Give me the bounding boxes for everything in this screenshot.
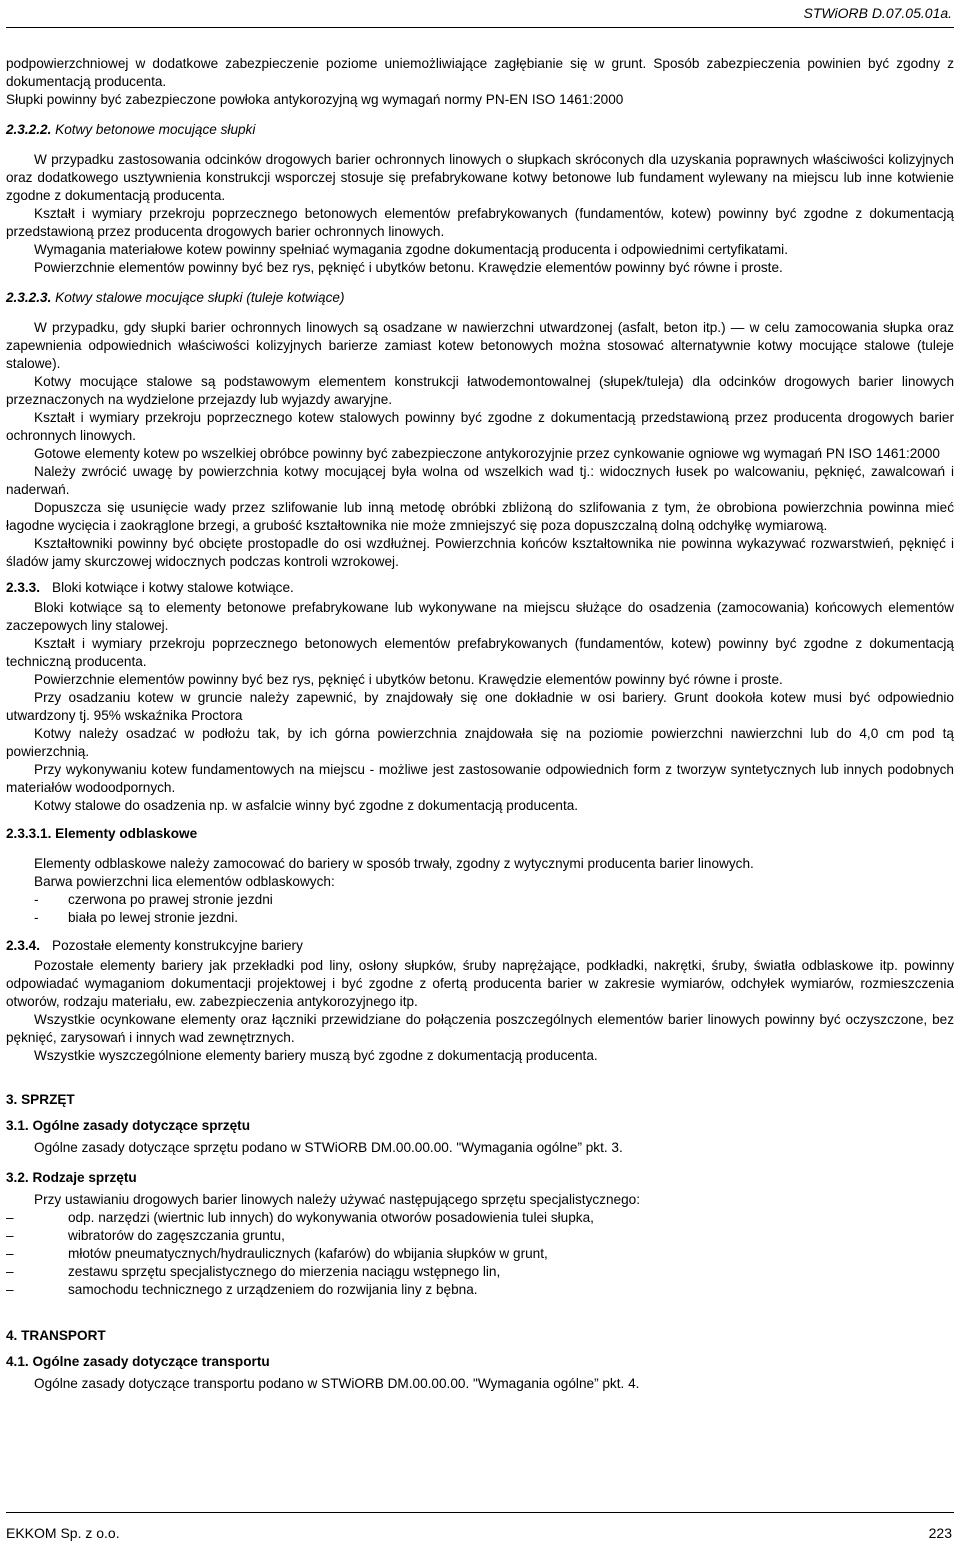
paragraph: Kotwy stalowe do osadzenia np. w asfalcie winny być zgodne z dokumentacją producenta.: [34, 798, 579, 813]
list-item: – samochodu technicznego z urządzeniem do rozwijania liny z bębna.: [6, 1281, 954, 1299]
footer-page-number: 223: [928, 1525, 952, 1541]
section-heading-3-1: 3.1. Ogólne zasady dotyczące sprzętu: [6, 1118, 251, 1133]
paragraph: Pozostałe elementy bariery jak przekładki pod liny, osłony słupków, śruby naprężające, podkładki, nakrętki, śruby, światła odblaskowe itp. powinny odpowiadać wymaganiom dokumentacji projektowej i być zgodne z ofertą producenta barier w zakresie wymiarów, odchyłek wymiarów, rozmieszczenia otworów, rodzaju materiału, ew. zabezpieczenia antykorozyjnego itp.: [6, 958, 954, 1009]
paragraph: W przypadku, gdy słupki barier ochronnych linowych są osadzane w nawierzchni utwardzonej (asfalt, beton itp.) — w celu zamocowania słupka oraz zapewnienia odpowiednich właściwości kolizyjnych barierze zamiast kotew betonowych można stosować alternatywnie kotwy mocujące stalowe (tuleje stalowe).: [6, 320, 954, 371]
section-heading-2-3-4: [6, 937, 954, 955]
paragraph: Powierzchnie elementów powinny być bez rys, pęknięć i ubytków betonu. Krawędzie elementów powinny być równe i proste.: [34, 260, 783, 275]
list-item: - czerwona po prawej stronie jezdni: [34, 891, 954, 909]
section-title: Bloki kotwiące i kotwy stalowe kotwiące.: [52, 580, 294, 595]
page-content: [6, 55, 954, 1393]
paragraph: Bloki kotwiące są to elementy betonowe prefabrykowane lub wykonywane na miejscu służące do osadzenia (zamocowania) końcowych elementów zaczepowych liny stalowej.: [6, 600, 954, 633]
list-item: – wibratorów do zagęszczania gruntu,: [6, 1227, 954, 1245]
paragraph: W przypadku zastosowania odcinków drogowych barier ochronnych linowych o słupkach skróconych dla uzyskania poprawnych właściwości kolizyjnych oraz dodatkowego usztywnienia konstrukcji wsporczej stosuje się prefabrykowane kotwy betonowe lub fundament wylewany na miejscu lub inne kotwienie zgodne z dokumentacją producenta.: [6, 152, 954, 203]
paragraph: Elementy odblaskowe należy zamocować do bariery w sposób trwały, zgodny z wytycznymi producenta barier linowych.: [34, 856, 754, 871]
paragraph: Dopuszcza się usunięcie wady przez szlifowanie lub inną metodę obróbki zbliżoną do szlifowania z tym, że obrobiona powierzchnia powinna mieć łagodne wycięcia i zaokrąglone brzegi, a grubość kształtownika nie może zmniejszyć się poza dopuszczalną dolną odchyłkę wymiarową.: [6, 500, 954, 533]
paragraph: Gotowe elementy kotew po wszelkiej obróbce powinny być zabezpieczone antykorozyjnie przez cynkowanie ogniowe wg wymagań PN ISO 1461:2000: [34, 446, 940, 461]
chapter-heading-transport: 4. TRANSPORT: [6, 1328, 106, 1343]
section-heading-2-3-2-2: [6, 121, 954, 139]
section-heading-3-2: 3.2. Rodzaje sprzętu: [6, 1170, 137, 1185]
section-heading-4-1: 4.1. Ogólne zasady dotyczące transportu: [6, 1354, 270, 1369]
equipment-list: [6, 1209, 954, 1299]
paragraph: Przy wykonywaniu kotew fundamentowych na miejscu - możliwe jest zastosowanie odpowiednich form z tworzyw syntetycznych lub innych podobnych materiałów wodoodpornych.: [6, 762, 954, 795]
section-heading-2-3-2-3: [6, 289, 954, 307]
paragraph: Przy ustawianiu drogowych barier linowych należy używać następującego sprzętu specjalistycznego:: [34, 1192, 640, 1207]
reflector-color-list: [6, 891, 954, 927]
footer-company: EKKOM Sp. z o.o.: [6, 1525, 120, 1541]
list-item: – zestawu sprzętu specjalistycznego do mierzenia naciągu wstępnego lin,: [6, 1263, 954, 1281]
paragraph: Kotwy mocujące stalowe są podstawowym elementem konstrukcji łatwodemontowalnej (słupek/tuleja) dla odcinków drogowych barier linowych przeznaczonych na wydzielone przejazdy lub wyjazdy awaryjne.: [6, 374, 954, 407]
section-heading-2-3-3: [6, 579, 954, 597]
footer-divider: [6, 1512, 954, 1513]
paragraph: Barwa powierzchni lica elementów odblaskowych:: [34, 874, 335, 889]
paragraph: Kotwy należy osadzać w podłożu tak, by ich górna powierzchnia znajdowała się na poziomie powierzchni nawierzchni lub do 4,0 cm pod tą powierzchnią.: [6, 726, 954, 759]
paragraph: Ogólne zasady dotyczące transportu podano w STWiORB DM.00.00.00. "Wymagania ogólne” pkt. 4.: [34, 1376, 640, 1391]
section-title: Kotwy stalowe mocujące słupki (tuleje kotwiące): [55, 290, 345, 305]
paragraph: Kształt i wymiary przekroju poprzecznego betonowych elementów prefabrykowanych (fundamentów, kotew) powinny być zgodne z dokumentacją techniczną producenta.: [6, 636, 954, 669]
paragraph: Ogólne zasady dotyczące sprzętu podano w STWiORB DM.00.00.00. "Wymagania ogólne” pkt. 3.: [34, 1140, 623, 1155]
section-number: 2.3.4.: [6, 938, 41, 953]
document-code-header: STWiORB D.07.05.01a.: [803, 5, 952, 21]
paragraph: Należy zwrócić uwagę by powierzchnia kotwy mocującej była wolna od wszelkich wad tj.: widocznych łusek po walcowaniu, pęknięć, zawalcowań i naderwań.: [6, 464, 954, 497]
list-item: – młotów pneumatycznych/hydraulicznych (kafarów) do wbijania słupków w grunt,: [6, 1245, 954, 1263]
paragraph: Kształt i wymiary przekroju poprzecznego betonowych elementów prefabrykowanych (fundamentów, kotew) powinny być zgodne z dokumentacją przedstawioną przez producenta drogowych barier ochronnych linowych.: [6, 206, 954, 239]
section-number: 2.3.2.2.: [6, 122, 52, 137]
section-title: Kotwy betonowe mocujące słupki: [55, 122, 256, 137]
paragraph: Kształtowniki powinny być obcięte prostopadle do osi wzdłużnej. Powierzchnia końców kształtownika nie powinna wykazywać rozwarstwień, pęknięć i śladów jamy skurczowej widocznych podczas kontroli wzrokowej.: [6, 536, 954, 569]
paragraph: Powierzchnie elementów powinny być bez rys, pęknięć i ubytków betonu. Krawędzie elementów powinny być równe i proste.: [34, 672, 783, 687]
paragraph: Przy osadzaniu kotew w gruncie należy zapewnić, by znajdowały się one dokładnie w osi bariery. Grunt dookoła kotew musi być odpowiednio utwardzony tj. 95% wskaźnika Proctora: [6, 690, 954, 723]
section-number: 2.3.3.: [6, 580, 41, 595]
list-item: - biała po lewej stronie jezdni.: [34, 909, 954, 927]
section-title: Pozostałe elementy konstrukcyjne bariery: [52, 938, 303, 953]
paragraph: Wymagania materiałowe kotew powinny spełniać wymagania zgodne dokumentacją producenta i odpowiednimi certyfikatami.: [34, 242, 788, 257]
paragraph: podpowierzchniowej w dodatkowe zabezpieczenie poziome uniemożliwiające zagłębianie się w grunt. Sposób zabezpieczenia powinien być zgodny z dokumentacją producenta.: [6, 56, 954, 89]
list-item: – odp. narzędzi (wiertnic lub innych) do wykonywania otworów posadowienia tulei słupka,: [6, 1209, 954, 1227]
paragraph: Słupki powinny być zabezpieczone powłoka antykorozyjną wg wymagań normy PN-EN ISO 1461:2000: [6, 92, 624, 107]
paragraph: Wszystkie ocynkowane elementy oraz łączniki przewidziane do połączenia poszczególnych elementów barier linowych powinny być oczyszczone, bez pęknięć, zarysowań i innych wad zewnętrznych.: [6, 1012, 954, 1045]
paragraph: Kształt i wymiary przekroju poprzecznego kotew stalowych powinny być zgodne z dokumentacją przedstawioną przez producenta drogowych barier ochronnych linowych.: [6, 410, 954, 443]
section-number: 2.3.2.3.: [6, 290, 52, 305]
chapter-heading-equipment: 3. SPRZĘT: [6, 1092, 75, 1107]
paragraph: Wszystkie wyszczególnione elementy bariery muszą być zgodne z dokumentacją producenta.: [34, 1048, 598, 1063]
header-divider: [6, 27, 954, 28]
section-heading-2-3-3-1: 2.3.3.1. Elementy odblaskowe: [6, 826, 198, 841]
